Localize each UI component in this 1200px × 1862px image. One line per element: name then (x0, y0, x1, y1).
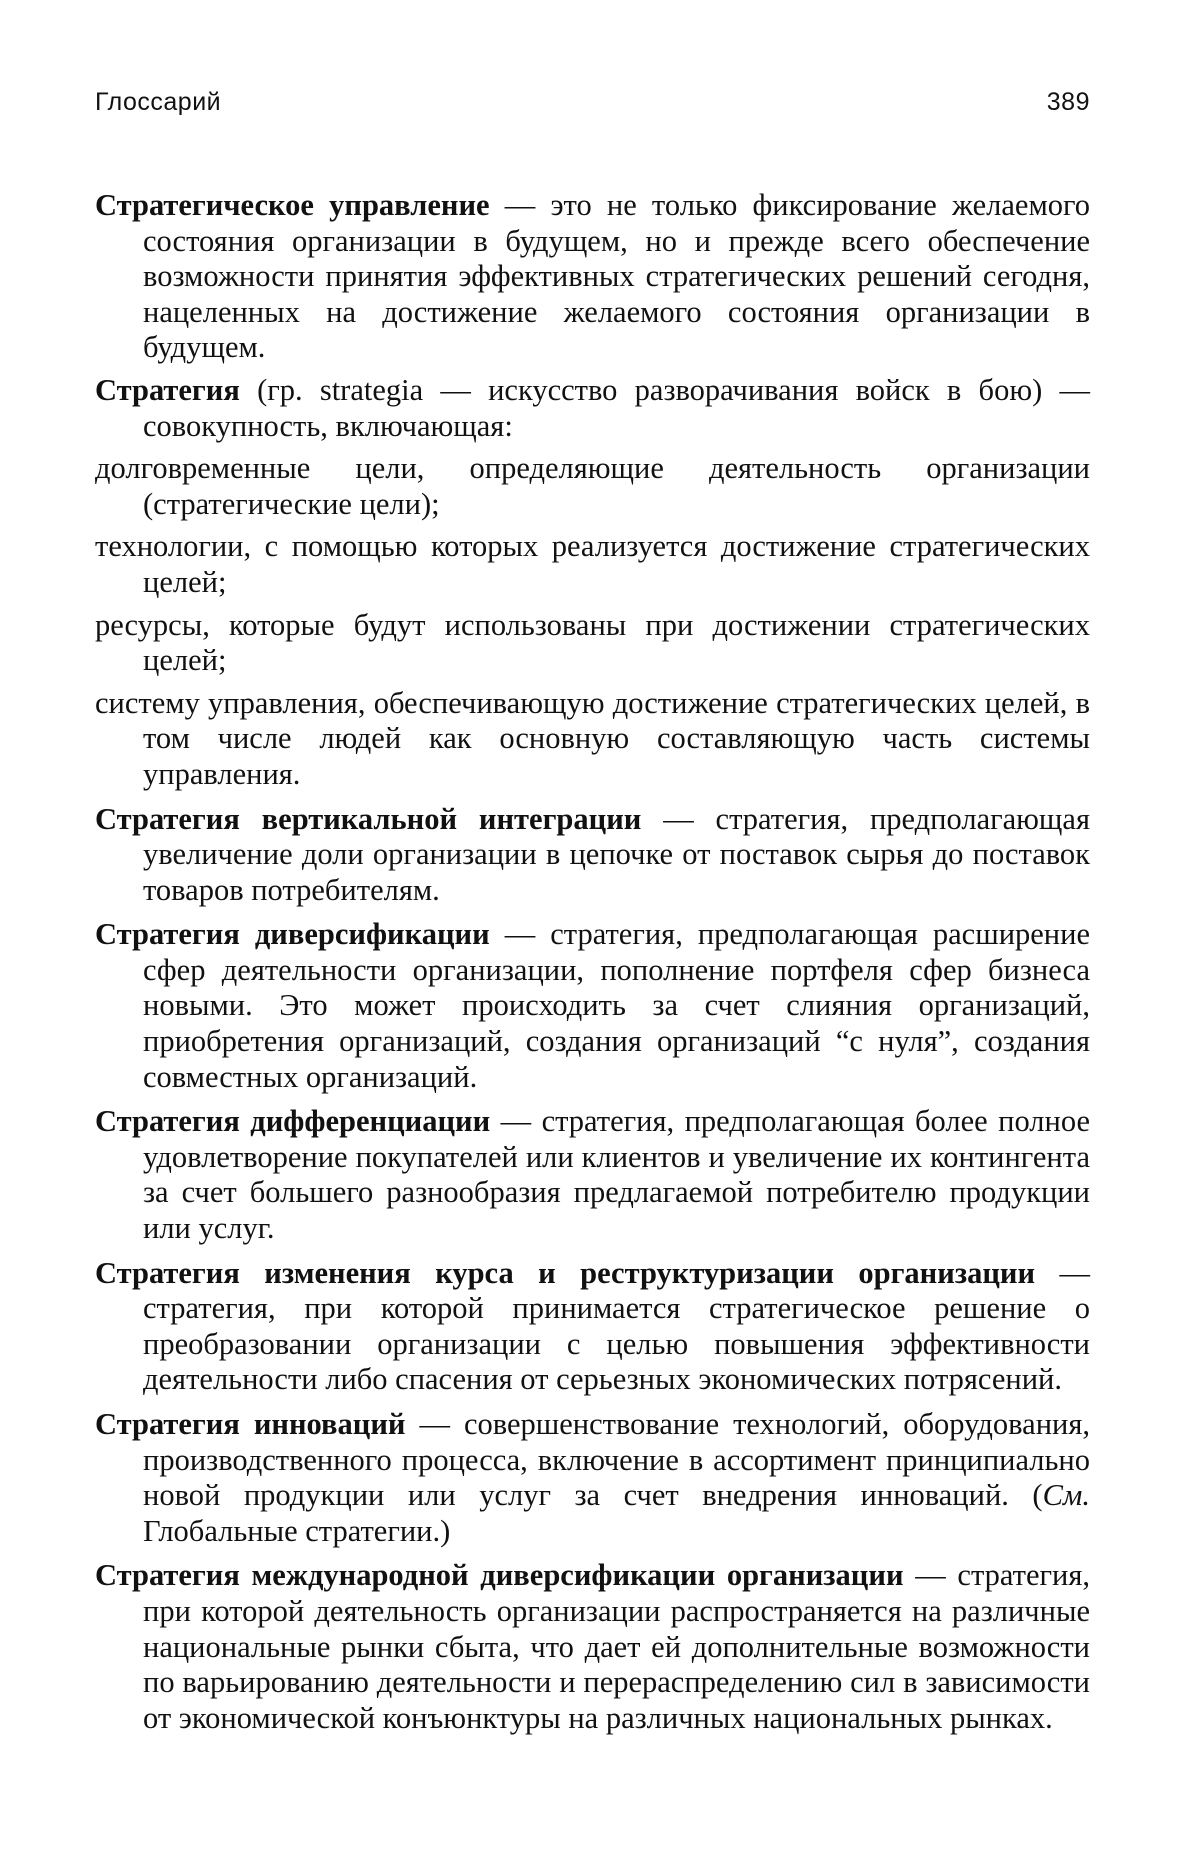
glossary-term: Стратегия международной диверсификации организации (95, 1558, 904, 1593)
glossary-term: Стратегическое управление (95, 188, 490, 222)
glossary-entry (95, 188, 1090, 366)
glossary-entry (95, 373, 1090, 444)
glossary-term: Стратегия изменения курса и реструктуризации организации (95, 1255, 1036, 1290)
glossary-definition: — стратегия, предполагающая более полное удовлетворение покупателей или клиентов и увеличение их контингента за счет большего разнообразия предлагаемой потребителю продукции или услуг. (143, 1104, 1091, 1246)
glossary-definition: — совершенствование технологий, оборудования, производственного процесса, включение в ассортимент принципиально новой продукции или услуг за счет внедрения инноваций. ( (143, 1407, 1090, 1513)
glossary-definition: — стратегия, при которой принимается стратегическое решение о преобразовании организации с целью повышения эффективности деятельности либо спасения от серьезных экономических потрясений. (143, 1255, 1091, 1397)
glossary-definition-continued: Глобальные стратегии.) (143, 1513, 451, 1548)
glossary-entry (95, 1256, 1090, 1398)
glossary-term: Стратегия инноваций (95, 1407, 406, 1441)
glossary-definition: — стратегия, предполагающая расширение сфер деятельности организации, пополнение портфеля сфер бизнеса новыми. Это может происходить за счет слияния организаций, приобретения организаций, создания организаций “с нуля”, создания совместных организаций. (143, 917, 1090, 1094)
list-item-text: технологии, с помощью которых реализуется достижение стратегических целей; (95, 529, 1090, 599)
glossary-definition: — стратегия, при которой деятельность организации распространяется на различные национальные рынки сбыта, что дает ей дополнительные возможности по варьированию деятельности и перераспределению сил в зависимости от экономической конъюнктуры на различных национальных рынках. (143, 1558, 1090, 1735)
list-item-text: систему управления, обеспечивающую достижение стратегических целей, в том числе людей как основную составляющую часть системы управления. (95, 685, 1090, 791)
glossary-body (95, 188, 1090, 1736)
glossary-definition: — это не только фиксирование желаемого состояния организации в будущем, но и прежде всего обеспечение возможности принятия эффективных стратегических решений сегодня, нацеленных на достижение желаемого состояния организации в будущем. (143, 188, 1091, 365)
list-item-text: долговременные цели, определяющие деятельность организации (стратегические цели); (95, 451, 1090, 521)
glossary-term: Стратегия (95, 372, 240, 407)
list-item (95, 451, 1090, 522)
running-title: Глоссарий (95, 88, 222, 116)
glossary-term: Стратегия дифференциации (95, 1104, 491, 1139)
page-number: 389 (1046, 88, 1090, 116)
glossary-term: Стратегия вертикальной интеграции (95, 801, 642, 836)
list-item-text: ресурсы, которые будут использованы при достижении стратегических целей; (95, 607, 1090, 678)
glossary-entry (95, 1104, 1090, 1246)
see-reference: См. (1042, 1478, 1090, 1513)
page-header (95, 88, 1090, 128)
glossary-entry (95, 1407, 1090, 1549)
glossary-term: Стратегия диверсификации (95, 917, 490, 952)
glossary-entry (95, 802, 1090, 909)
list-item (95, 608, 1090, 679)
list-item (95, 686, 1090, 793)
glossary-entry (95, 1558, 1090, 1736)
glossary-entry (95, 917, 1090, 1095)
glossary-definition: (гр. strategia — искусство разворачивания войск в бою) — совокупность, включающая: (143, 372, 1090, 443)
glossary-definition: — стратегия, предполагающая увеличение доли организации в цепочке от поставок сырья до поставок товаров потребителям. (143, 801, 1090, 907)
list-item (95, 529, 1090, 600)
